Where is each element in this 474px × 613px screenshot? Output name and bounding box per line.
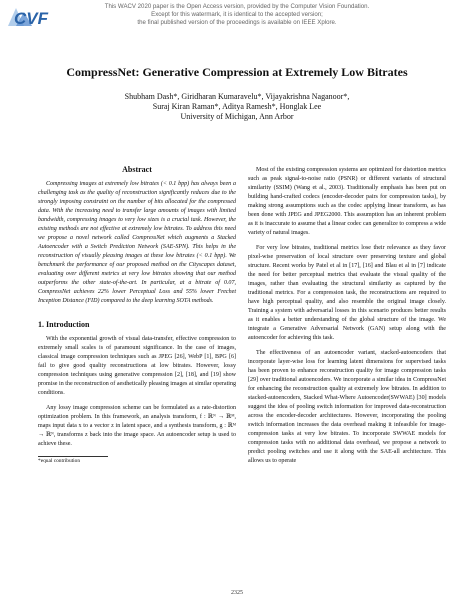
author-line: Suraj Kiran Raman*, Aditya Ramesh*, Honglak Lee — [152, 102, 322, 112]
intro-paragraph: With the exponential growth of visual data-transfer, effective compression to extremely small scales is of paramount significance. In the case of images, classical image compression techniques such as JPEG [26], WebP [1], BPG [6] fail to give good quality reconstructions at low bitrates. However, lossy compression techniques using generative compression [2], [18], and [19] show promise in the reconstruction of aesthetically pleasing images at similar operating conditions. — [38, 336, 236, 396]
abstract-text: Compressing images at extremely low bitrates (< 0.1 bpp) has always been a challenging task as the quality of reconstruction significantly reduces due to the strongly imposing constraint on the number of bits allocated for the compressed data. With the increasing need to transfer large amounts of images with limited bandwidth, compressing images to very low sizes is a crucial task. However, the existing methods are not effective at extremely low bitrates. To address this need we propose a novel network called CompressNet which augments a Stacked Autoencoder with a Switch Prediction Network (SAE-SPN). This helps in the reconstruction of visually pleasing images at these low bitrates (< 0.1 bpp). We benchmark the performance of our proposed method on the Cityscapes dataset, evaluating over different metrics at very low bitrates showing that our method outperforms the other state-of-the-art. In particular, at a bitrate of 0.07, CompressNet achieves 22% lower Perceptual Loss and 55% lower Frechet Inception Distance (FID) compared to the deep learning SOTA methods. — [38, 181, 236, 304]
author-line: Shubham Dash*, Giridharan Kumaravelu*, Vijayakrishna Naganoor*, — [124, 92, 350, 101]
notice-line: This WACV 2020 paper is the Open Access version, provided by the Computer Vision Foundation. — [104, 3, 370, 10]
abstract-heading: Abstract — [122, 165, 152, 174]
page-number: 2325 — [231, 590, 243, 596]
right-column — [248, 166, 446, 466]
footnote: *equal contribution — [38, 458, 81, 464]
svg-text:CVF: CVF — [14, 9, 48, 28]
section-heading-introduction: 1. Introduction — [38, 320, 90, 329]
intro-paragraph: Any lossy image compression scheme can be formulated as a rate-distortion optimization problem. In this framework, an analysis transform, f : ℝᴺ → ℝᴹ, maps input data x to a vector z in latent space, and a synthesis transform, g : ℝᴹ → ℝᴺ, transforms z back into the image space. An autoencoder setup is used to achieve these. — [38, 405, 236, 447]
notice-line: Except for this watermark, it is identical to the accepted version; — [151, 11, 323, 18]
author-block — [0, 92, 474, 123]
open-access-notice — [0, 3, 474, 27]
affiliation: University of Michigan, Ann Arbor — [180, 112, 294, 122]
paper-title: CompressNet: Generative Compression at Extremely Low Bitrates — [66, 65, 408, 79]
notice-line: the final published version of the proceedings is available on IEEE Xplore. — [137, 19, 337, 26]
body-paragraph: For very low bitrates, traditional metrics lose their relevance as they favor pixel-wise preservation of local structure over preserving texture and global structure. Recent works by Patel et al in [17], [16] and Blau et al in [7] indicate the need for better perceptual metrics that evaluate the visual quality of the images, rather than evaluating the structural similarity as captured by the traditional metrics. For a compression task, the reconstructions are required to have high perceptual quality, and also resemble the original image closely. Training a system with adversarial losses in this scenario produces better results as it enables a better understanding of the global structure of the image. We integrate a Generative Adversarial Network (GAN) setup along with the autoencoder for achieving this task. — [248, 245, 446, 341]
abstract — [38, 165, 236, 306]
footnote-rule — [38, 456, 108, 457]
body-paragraph: The effectiveness of an autoencoder variant, stacked-autoencoders that incorporate layer-wise loss for learning latent dimensions for supervised tasks has been proven to enhance reconstruction quality for image compression tasks [29] over traditional autoencoders. We incorporate a similar idea in CompressNet for enhancing the reconstruction quality at extremely low bitrates. In addition to stacked-autoencoders, Stacked What-Where Autoencoder(SWWAE) [30] models suggest the idea of pooling switch information for improved data-reconstruction across the encoder-decoder architectures. However, incorporating the pooling switch information increases the data overhead making it infeasible for image-compression tasks at very low bitrates. To incorporate SWWAE models for compression tasks with no additional data overhead, we propose a network to predict pooling switches and use it along with the SAE-all architecture. This allows us to operate — [248, 350, 446, 464]
left-column — [38, 165, 236, 465]
body-paragraph: Most of the existing compression systems are optimized for distortion metrics such as peak signal-to-noise ratio (PSNR) or different variants of structural similarity (SSIM) (Wang et al., 2003). Traditionally emphasis has been put on building hand-crafted codecs (encoder-decoder pairs for compression tasks), by making strong assumptions such as the codec applying linear transform, as has been done with JPEG and JPEG2000. This assumption has an inherent problem as it is inaccurate to assume that a linear codec can generalize to compress a wide variety of natural images. — [248, 167, 446, 236]
